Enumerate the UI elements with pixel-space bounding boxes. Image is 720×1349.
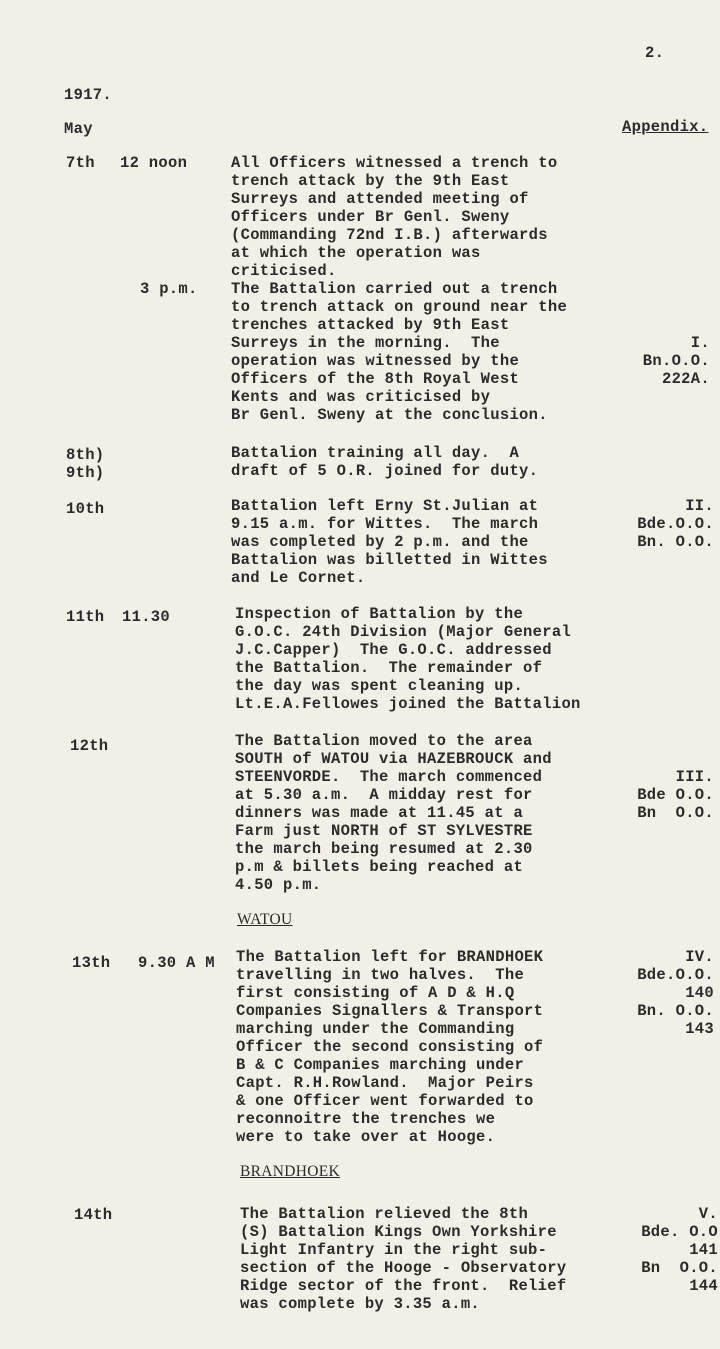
entry-text: The Battalion left for BRANDHOEK travelling in two halves. The first consisting of A D & H.Q Companies Signallers & Transport marching under the Commanding Officer the second consisting of B & C Companies marching under Capt. R.H.Rowland. Major Peirs & one Officer went forwarded to reconnoitre the trenches we were to take over at Hooge. [236, 948, 544, 1146]
entry-date: 10th [66, 500, 105, 518]
appendix-ref: V. Bde. O.O 141 Bn O.O. 144 [641, 1205, 718, 1295]
page-number: 2. [645, 44, 665, 62]
entry-date: 14th [74, 1206, 113, 1224]
appendix-ref: III. Bde O.O. Bn O.O. [637, 768, 714, 822]
location-heading-watou: WATOU [237, 911, 293, 928]
entry-date: 12th [70, 737, 109, 755]
month: May [64, 120, 93, 138]
entry-text: The Battalion moved to the area SOUTH of WATOU via HAZEBROUCK and STEENVORDE. The march commenced at 5.30 a.m. A midday rest for dinners was made at 11.45 at a Farm just NORTH of ST SYLVESTRE the march being resumed at 2.30 p.m & billets being reached at 4.50 p.m. [235, 732, 552, 894]
appendix-ref: IV. Bde.O.O. 140 Bn. O.O. 143 [637, 948, 714, 1038]
entry-text: The Battalion relieved the 8th (S) Battalion Kings Own Yorkshire Light Infantry in the right sub- section of the Hooge - Observatory Ridge sector of the front. Relief was complete by 3.35 a.m. [240, 1205, 567, 1313]
entry-date: 11th [66, 608, 105, 626]
entry-time: 9.30 A M [138, 954, 215, 972]
entry-time: 11.30 [122, 608, 171, 626]
entry-text: All Officers witnessed a trench to trench attack by the 9th East Surreys and attended meeting of Officers under Br Genl. Sweny (Commanding 72nd I.B.) afterwards at which the operation was criticised. [231, 154, 558, 280]
entry-text: Battalion training all day. A draft of 5 O.R. joined for duty. [231, 444, 539, 480]
entry-text: Battalion left Erny St.Julian at 9.15 a.m. for Wittes. The march was completed by 2 p.m. and the Battalion was billetted in Wittes and Le Cornet. [231, 497, 548, 587]
entry-time: 12 noon [120, 154, 188, 172]
appendix-ref: II. Bde.O.O. Bn. O.O. [637, 497, 714, 551]
appendix-ref: I. Bn.O.O. 222A. [642, 334, 710, 388]
entry-text: The Battalion carried out a trench to trench attack on ground near the trenches attacked by 9th East Surreys in the morning. The operation was witnessed by the Officers of the 8th Royal West Kents and was criticised by Br Genl. Sweny at the conclusion. [231, 280, 568, 424]
entry-date: 8th) 9th) [66, 446, 105, 482]
entry-date: 13th [72, 954, 111, 972]
entry-text: Inspection of Battalion by the G.O.C. 24th Division (Major General J.C.Capper) The G.O.C. addressed the Battalion. The remainder of the day was spent cleaning up. Lt.E.A.Fellowes joined the Battalion [235, 605, 581, 713]
location-heading-brandhoek: BRANDHOEK [240, 1163, 341, 1180]
appendix-heading: Appendix. [622, 118, 709, 136]
entry-time: 3 p.m. [140, 280, 198, 298]
entry-date: 7th [66, 154, 95, 172]
year: 1917. [64, 86, 113, 104]
